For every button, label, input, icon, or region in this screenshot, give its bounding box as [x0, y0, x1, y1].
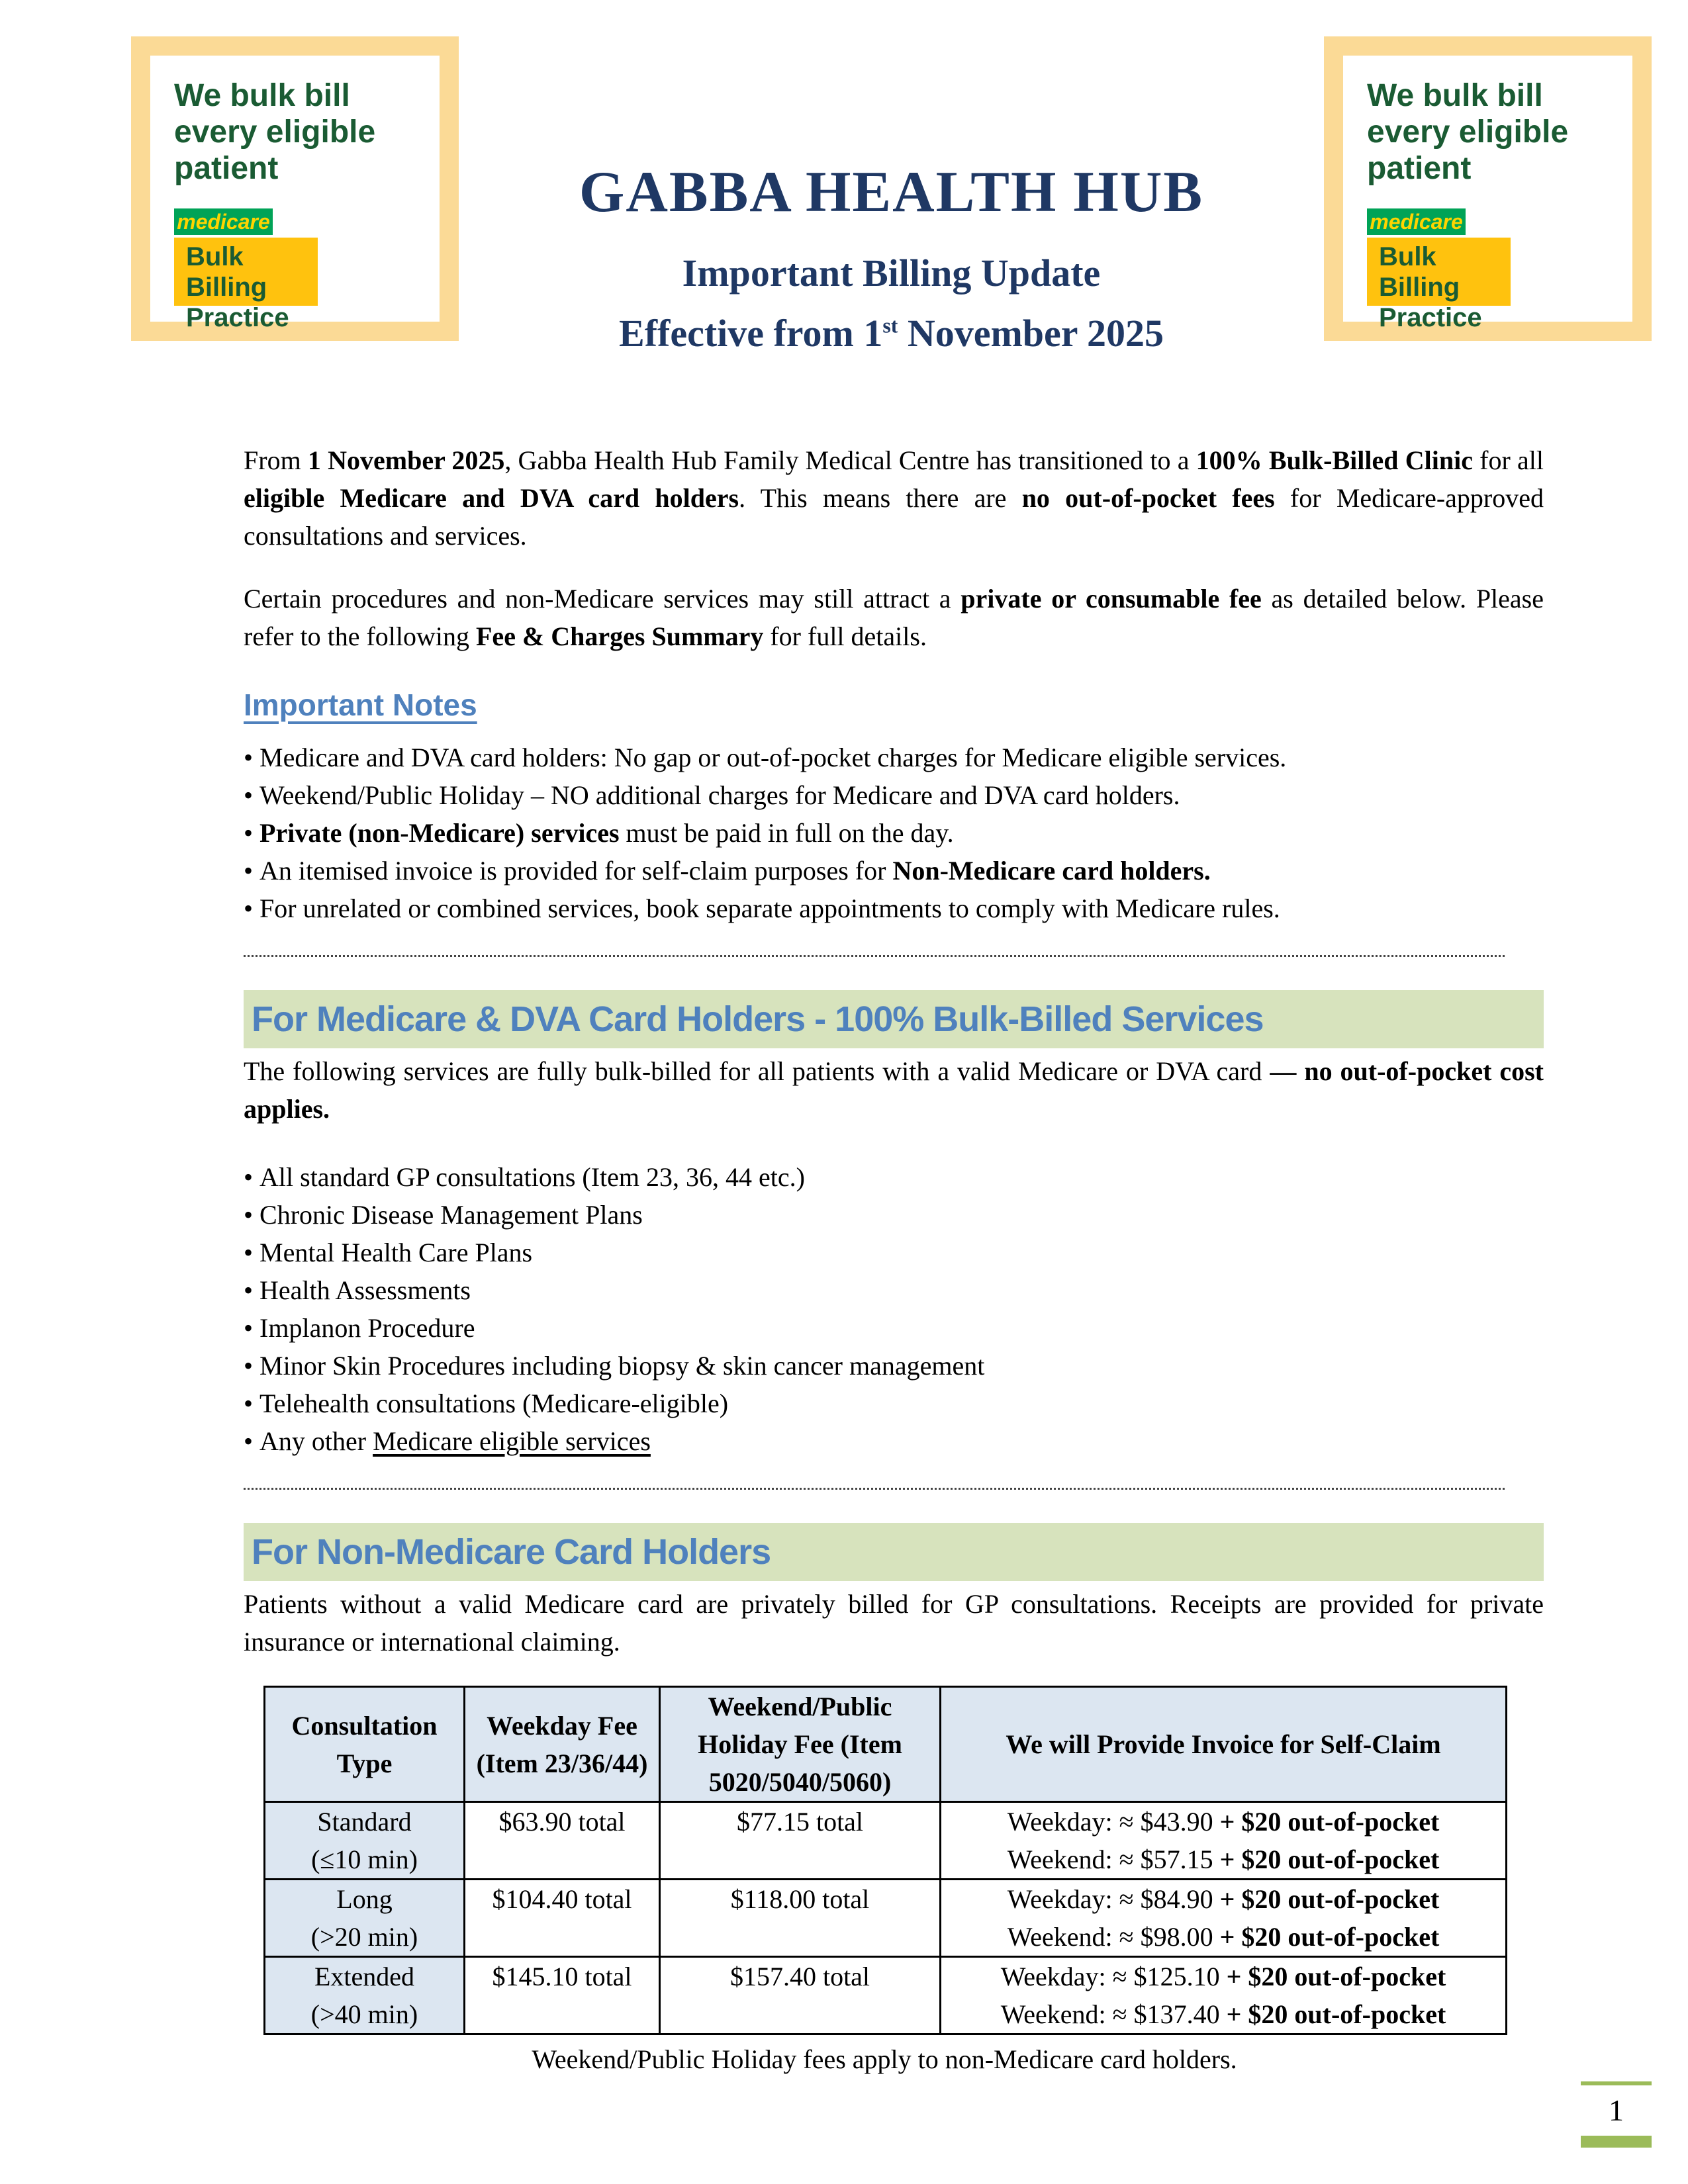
- service-item-7: • Telehealth consultations (Medicare-eligible): [244, 1385, 1544, 1422]
- fees-table: [263, 1686, 1507, 2035]
- bulk-billing-practice-badge: Bulk Billing Practice: [174, 238, 318, 306]
- bulk-bill-logo-inner: [150, 56, 440, 332]
- ordinal-suffix: st: [882, 314, 898, 338]
- col-header-invoice-self-claim: We will Provide Invoice for Self-Claim: [941, 1687, 1507, 1802]
- note-item-2: • Weekend/Public Holiday – NO additional charges for Medicare and DVA card holders.: [244, 776, 1544, 814]
- service-item-5: • Implanon Procedure: [244, 1309, 1544, 1347]
- document-body: [0, 441, 1688, 2078]
- intro-paragraph-2: Certain procedures and non-Medicare services may still attract a private or consumable fee as detailed below. Please refer to the following Fee & Charges Summary for full details.: [244, 584, 1544, 651]
- medicare-badge: medicare: [1367, 208, 1466, 235]
- medicare-section-intro: The following services are fully bulk-billed for all patients with a valid Medicare or DVA card — no out-of-pocket cost applies.: [244, 1056, 1544, 1124]
- logo-tagline: We bulk bill every eligible patient: [174, 78, 376, 186]
- effective-date-line: [459, 311, 1324, 355]
- page-number-bottom-bar: [1581, 2136, 1652, 2148]
- page-subtitle: Important Billing Update: [682, 251, 1101, 295]
- cell-weekday-fee: $145.10 total: [465, 1957, 660, 2034]
- medicare-eligible-services-link[interactable]: Medicare eligible services: [373, 1426, 651, 1456]
- note-item-3: • Private (non-Medicare) services must be paid in full on the day.: [244, 814, 1544, 852]
- table-row-extended: [265, 1957, 1507, 2034]
- service-item-2: • Chronic Disease Management Plans: [244, 1196, 1544, 1234]
- cell-self-claim: Weekday: ≈ $43.90 + $20 out-of-pocket Weekend: ≈ $57.15 + $20 out-of-pocket: [941, 1802, 1507, 1880]
- bulk-bill-logo-inner: [1343, 56, 1632, 332]
- cell-weekend-fee: $157.40 total: [660, 1957, 941, 2034]
- bulk-billing-practice-badge: Bulk Billing Practice: [1367, 238, 1511, 306]
- effective-date-suffix: November 2025: [898, 312, 1164, 355]
- fees-table-header-row: [265, 1687, 1507, 1802]
- service-item-1: • All standard GP consultations (Item 23, 36, 44 etc.): [244, 1158, 1544, 1196]
- page-number-block: [1581, 2081, 1652, 2148]
- service-item-8: • Any other Medicare eligible services: [244, 1422, 1544, 1460]
- service-item-4: • Health Assessments: [244, 1271, 1544, 1309]
- cell-weekend-fee: $77.15 total: [660, 1802, 941, 1880]
- table-row-standard: [265, 1802, 1507, 1880]
- note-item-4: • An itemised invoice is provided for self-claim purposes for Non-Medicare card holders.: [244, 852, 1544, 889]
- non-medicare-section-heading: For Non-Medicare Card Holders: [252, 1532, 771, 1572]
- cell-self-claim: Weekday: ≈ $125.10 + $20 out-of-pocket Weekend: ≈ $137.40 + $20 out-of-pocket: [941, 1957, 1507, 2034]
- col-header-weekday-fee: Weekday Fee (Item 23/36/44): [465, 1687, 660, 1802]
- page-title: GABBA HEALTH HUB: [579, 160, 1204, 224]
- note-item-5: • For unrelated or combined services, book separate appointments to comply with Medicare rules.: [244, 889, 1544, 927]
- cell-consultation-type: Extended (>40 min): [265, 1957, 465, 2034]
- cell-weekday-fee: $63.90 total: [465, 1802, 660, 1880]
- page-header: [0, 0, 1688, 355]
- cell-weekday-fee: $104.40 total: [465, 1880, 660, 1957]
- page-number: 1: [1609, 2093, 1624, 2127]
- bulk-bill-logo-right: [1324, 36, 1652, 341]
- effective-date-prefix: Effective from 1: [619, 312, 883, 355]
- bulk-bill-logo-left: [131, 36, 459, 341]
- service-item-6: • Minor Skin Procedures including biopsy & skin cancer management: [244, 1347, 1544, 1385]
- non-medicare-section-intro: Patients without a valid Medicare card are privately billed for GP consultations. Receipts are provided for private insurance or international claiming.: [244, 1589, 1544, 1657]
- important-notes-heading: Important Notes: [244, 688, 477, 722]
- cell-consultation-type: Long (>20 min): [265, 1880, 465, 1957]
- intro-paragraph-1: From 1 November 2025, Gabba Health Hub Family Medical Centre has transitioned to a 100% Bulk-Billed Clinic for all eligible Medicare and DVA card holders. This means there are no out-of-pocket fees for Medicare-approved consultations and services.: [244, 445, 1544, 551]
- col-header-weekend-fee: Weekend/Public Holiday Fee (Item 5020/5040/5060): [660, 1687, 941, 1802]
- col-header-consultation-type: Consultation Type: [265, 1687, 465, 1802]
- important-notes-list: [244, 739, 1544, 927]
- note-item-1: • Medicare and DVA card holders: No gap or out-of-pocket charges for Medicare eligible services.: [244, 739, 1544, 776]
- cell-self-claim: Weekday: ≈ $84.90 + $20 out-of-pocket Weekend: ≈ $98.00 + $20 out-of-pocket: [941, 1880, 1507, 1957]
- title-block: [459, 36, 1324, 355]
- cell-weekend-fee: $118.00 total: [660, 1880, 941, 1957]
- table-row-long: [265, 1880, 1507, 1957]
- medicare-section-heading: For Medicare & DVA Card Holders - 100% Bulk-Billed Services: [252, 999, 1264, 1039]
- table-footnote: Weekend/Public Holiday fees apply to non-Medicare card holders.: [532, 2044, 1237, 2074]
- cell-consultation-type: Standard (≤10 min): [265, 1802, 465, 1880]
- bulk-billed-services-list: [244, 1158, 1544, 1460]
- medicare-section-bar: [244, 990, 1544, 1048]
- dotted-divider: [244, 955, 1505, 957]
- service-item-3: • Mental Health Care Plans: [244, 1234, 1544, 1271]
- non-medicare-section-bar: [244, 1523, 1544, 1581]
- dotted-divider: [244, 1488, 1505, 1490]
- logo-tagline: We bulk bill every eligible patient: [1367, 78, 1569, 186]
- medicare-badge: medicare: [174, 208, 273, 235]
